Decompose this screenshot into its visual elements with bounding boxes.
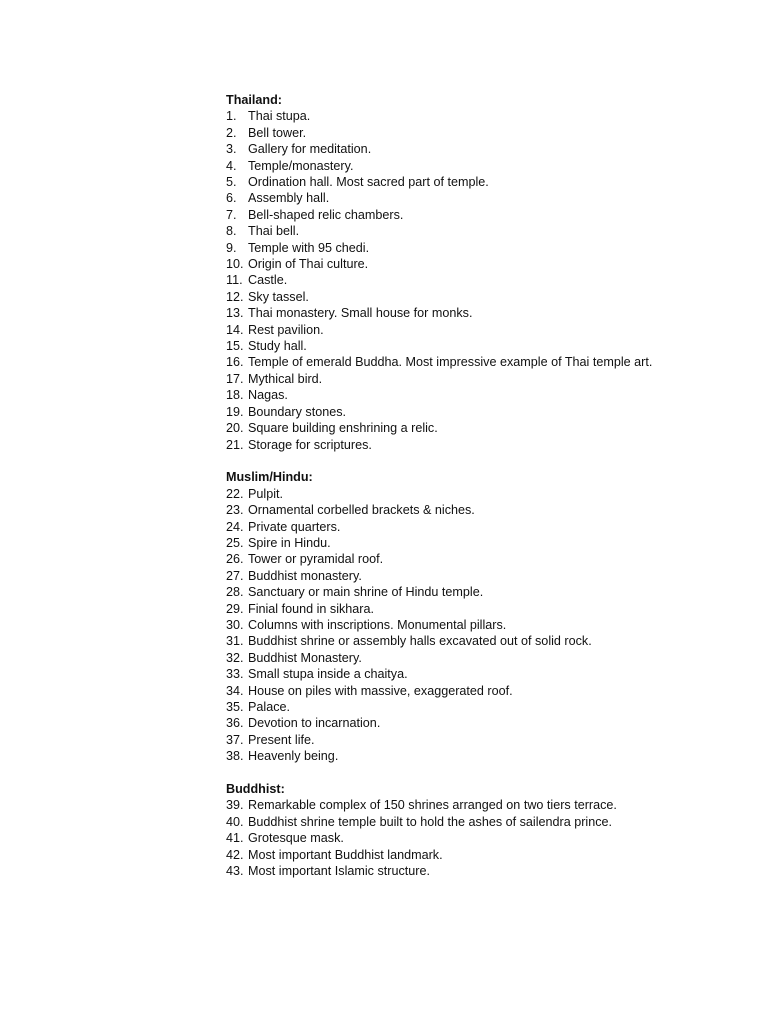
list-item	[226, 601, 686, 617]
list-item	[226, 732, 686, 748]
list-item	[226, 847, 686, 863]
list-item-text: Palace.	[248, 699, 291, 714]
list-item-text: Thai bell.	[248, 224, 300, 239]
list-item-text: Boundary stones.	[248, 404, 347, 419]
list-item-text: Buddhist monastery.	[248, 568, 362, 583]
list-item-text: Bell-shaped relic chambers.	[248, 207, 404, 222]
list-item-number: 32.	[226, 650, 244, 665]
list-item-number: 11.	[226, 273, 243, 288]
list-item-number: 25.	[226, 535, 244, 550]
list-item	[226, 699, 686, 715]
list-item-number: 12.	[226, 289, 244, 304]
list-item	[226, 617, 686, 633]
list-item	[226, 748, 686, 764]
list-item-text: Heavenly being.	[248, 749, 339, 764]
list-item	[226, 830, 686, 846]
list-item	[226, 437, 686, 453]
list-item	[226, 502, 686, 518]
list-item	[226, 158, 686, 174]
list-item	[226, 551, 686, 567]
list-item-text: Buddhist shrine or assembly halls excavated out of solid rock.	[248, 634, 592, 649]
list-item-number: 14.	[226, 322, 244, 337]
list-item-text: Temple of emerald Buddha. Most impressive example of Thai temple art.	[248, 355, 653, 370]
list-section	[226, 469, 686, 764]
list-item	[226, 519, 686, 535]
list-item-text: Buddhist shrine temple built to hold the ashes of sailendra prince.	[248, 814, 613, 829]
list-item-number: 37.	[226, 732, 244, 747]
list-item-number: 22.	[226, 486, 244, 501]
list-item-number: 41.	[226, 831, 244, 846]
list-item-text: Private quarters.	[248, 519, 341, 534]
list-item	[226, 354, 686, 370]
list-item	[226, 666, 686, 682]
list-item	[226, 305, 686, 321]
list-item-text: Temple with 95 chedi.	[248, 240, 370, 255]
list-item-number: 33.	[226, 667, 244, 682]
list-item	[226, 141, 686, 157]
list-item-text: Mythical bird.	[248, 371, 323, 386]
list-item	[226, 535, 686, 551]
list-item-text: Ornamental corbelled brackets & niches.	[248, 503, 475, 518]
list-item-number: 3.	[226, 142, 237, 157]
list-item-text: Assembly hall.	[248, 191, 330, 206]
list-item-text: Sanctuary or main shrine of Hindu temple.	[248, 585, 484, 600]
list-item-number: 26.	[226, 552, 244, 567]
list-item	[226, 420, 686, 436]
list-item-text: Most important Islamic structure.	[248, 864, 430, 879]
list-item-number: 30.	[226, 617, 244, 632]
list-item-text: Tower or pyramidal roof.	[248, 552, 384, 567]
list-item-text: Small stupa inside a chaitya.	[248, 667, 408, 682]
list-item-text: Finial found in sikhara.	[248, 601, 375, 616]
document-page	[226, 92, 686, 879]
list-item-text: Buddhist Monastery.	[248, 650, 362, 665]
list-item-number: 29.	[226, 601, 244, 616]
list-item-number: 7.	[226, 207, 237, 222]
list-item	[226, 322, 686, 338]
list-item	[226, 683, 686, 699]
list-item-number: 36.	[226, 716, 244, 731]
list-item-number: 9.	[226, 240, 237, 255]
list-item	[226, 633, 686, 649]
list-item-number: 43.	[226, 864, 244, 879]
section-heading: Muslim/Hindu:	[226, 470, 313, 485]
list-item-number: 21.	[226, 437, 244, 452]
list-item-text: Sky tassel.	[248, 289, 309, 304]
list-item-text: Rest pavilion.	[248, 322, 324, 337]
list-item-text: Origin of Thai culture.	[248, 257, 369, 272]
list-item-number: 16.	[226, 355, 244, 370]
list-item	[226, 338, 686, 354]
list-item	[226, 650, 686, 666]
list-item	[226, 125, 686, 141]
list-section	[226, 92, 686, 453]
list-item-number: 15.	[226, 339, 244, 354]
list-item-text: Storage for scriptures.	[248, 437, 372, 452]
list-item-number: 31.	[226, 634, 244, 649]
list-item-text: Thai monastery. Small house for monks.	[248, 306, 473, 321]
list-item	[226, 404, 686, 420]
list-item-number: 28.	[226, 585, 244, 600]
list-item	[226, 108, 686, 124]
list-item	[226, 256, 686, 272]
list-item-number: 19.	[226, 404, 244, 419]
list-item-text: Columns with inscriptions. Monumental pillars.	[248, 617, 507, 632]
list-item-number: 38.	[226, 749, 244, 764]
list-item	[226, 797, 686, 813]
list-item-number: 27.	[226, 568, 244, 583]
list-item	[226, 289, 686, 305]
list-item-text: Spire in Hindu.	[248, 535, 331, 550]
list-item-number: 2.	[226, 125, 237, 140]
list-item-number: 23.	[226, 503, 244, 518]
list-item-text: Pulpit.	[248, 486, 284, 501]
list-item	[226, 371, 686, 387]
list-item	[226, 190, 686, 206]
section-heading: Buddhist:	[226, 782, 285, 796]
list-item-number: 42.	[226, 847, 244, 862]
list-item	[226, 863, 686, 879]
list-item-number: 17.	[226, 371, 244, 386]
list-item-number: 40.	[226, 814, 244, 829]
list-item-text: Castle.	[248, 273, 288, 288]
list-item-number: 13.	[226, 306, 244, 321]
list-item	[226, 174, 686, 190]
list-item-number: 20.	[226, 421, 244, 436]
list-item-text: Temple/monastery.	[248, 158, 354, 173]
list-item	[226, 223, 686, 239]
list-item	[226, 568, 686, 584]
list-item-number: 39.	[226, 798, 244, 813]
list-section	[226, 781, 686, 879]
list-item	[226, 715, 686, 731]
list-item-text: Bell tower.	[248, 125, 307, 140]
list-item-number: 10.	[226, 257, 244, 272]
list-item-number: 6.	[226, 191, 237, 206]
list-item-text: Present life.	[248, 732, 315, 747]
list-item	[226, 387, 686, 403]
list-item-text: House on piles with massive, exaggerated roof.	[248, 683, 513, 698]
list-item-text: Gallery for meditation.	[248, 142, 372, 157]
list-item	[226, 207, 686, 223]
list-item	[226, 240, 686, 256]
list-item-text: Square building enshrining a relic.	[248, 421, 438, 436]
list-item-number: 8.	[226, 224, 237, 239]
list-item-number: 18.	[226, 388, 244, 403]
list-item-text: Most important Buddhist landmark.	[248, 847, 443, 862]
list-item-number: 35.	[226, 699, 244, 714]
list-item-number: 5.	[226, 175, 237, 190]
list-item-text: Nagas.	[248, 388, 288, 403]
section-heading: Thailand:	[226, 93, 282, 107]
list-item-text: Ordination hall. Most sacred part of temple.	[248, 175, 489, 190]
list-item-text: Grotesque mask.	[248, 831, 344, 846]
list-item-number: 1.	[226, 109, 237, 124]
list-item-number: 34.	[226, 683, 244, 698]
list-item	[226, 486, 686, 502]
list-item-number: 24.	[226, 519, 244, 534]
list-item	[226, 584, 686, 600]
list-item	[226, 814, 686, 830]
list-item-number: 4.	[226, 158, 237, 173]
list-item	[226, 272, 686, 288]
list-item-text: Study hall.	[248, 339, 307, 354]
list-item-text: Devotion to incarnation.	[248, 716, 381, 731]
list-item-text: Remarkable complex of 150 shrines arranged on two tiers terrace.	[248, 798, 617, 813]
list-item-text: Thai stupa.	[248, 109, 311, 124]
